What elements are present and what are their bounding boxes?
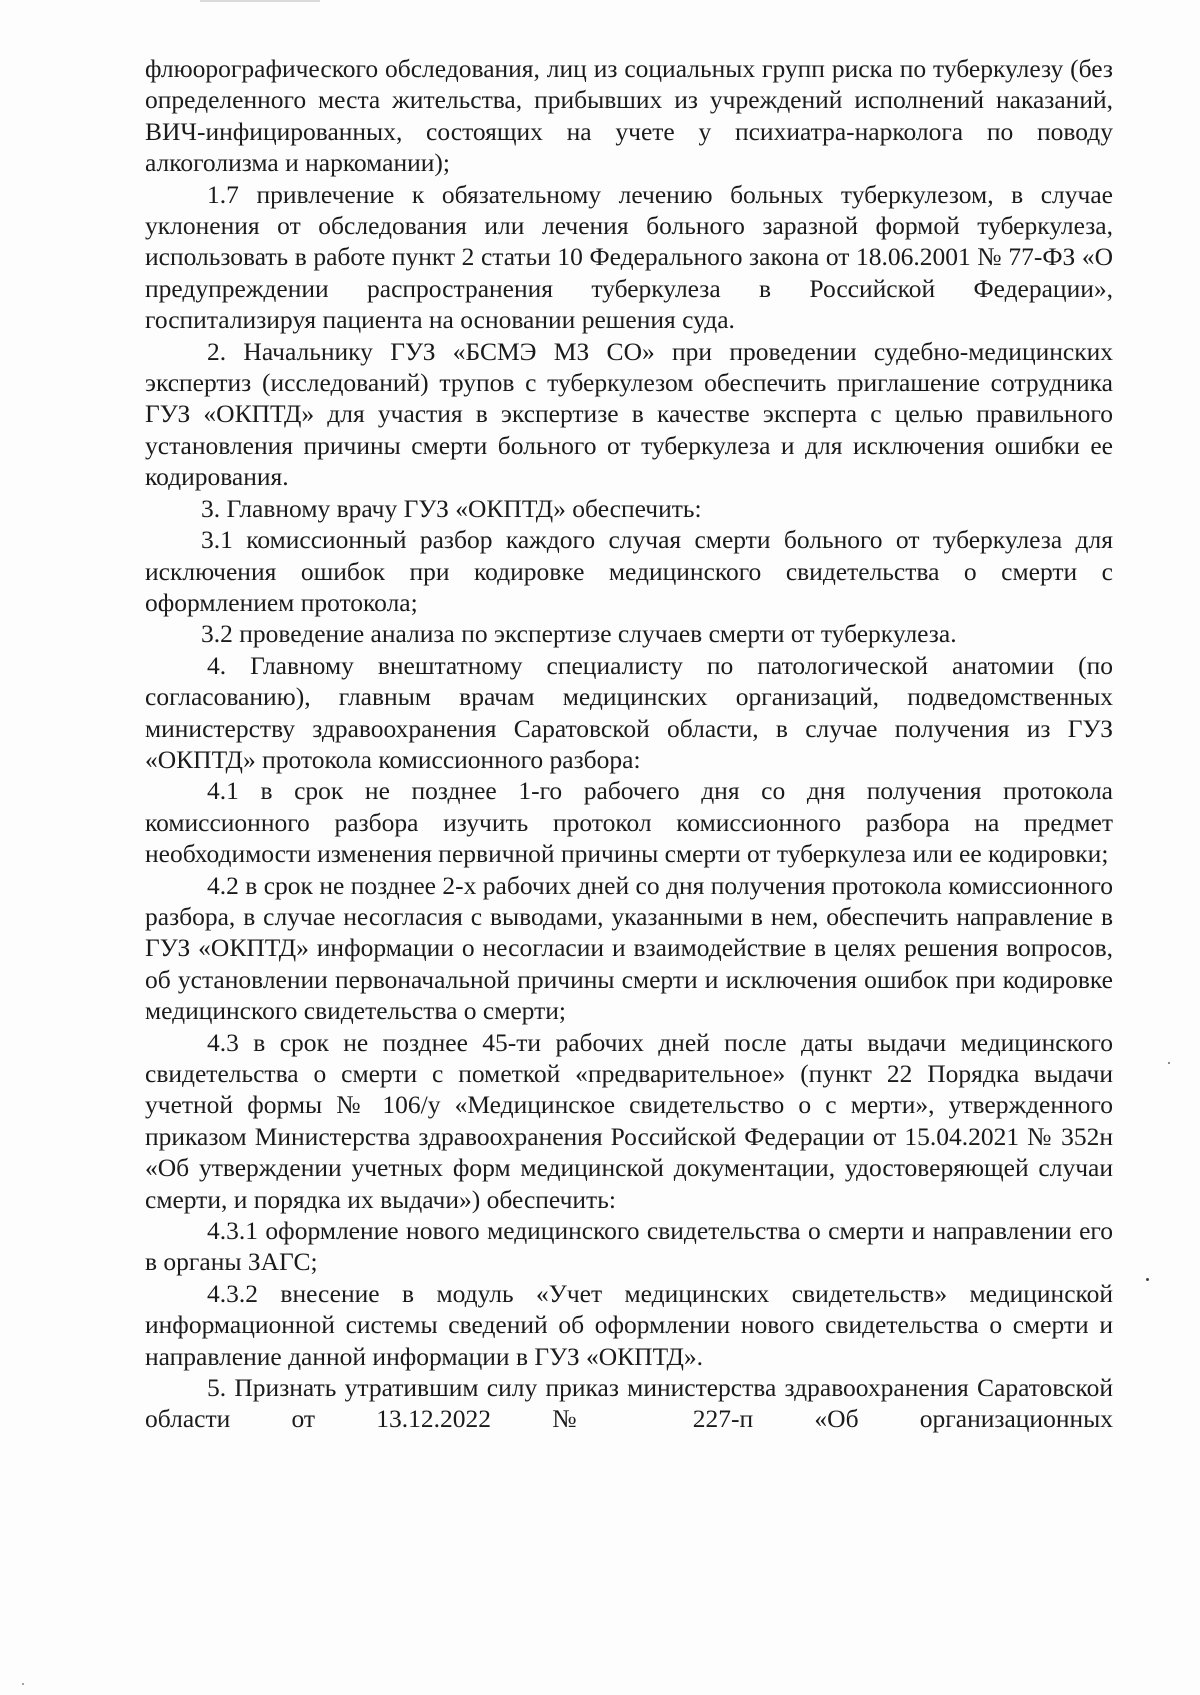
paragraph-continuation: флюорографического обследования, лиц из социальных групп риска по туберкулезу (без определенного места жительства, прибывших из учреждений исполнений наказаний, ВИЧ-инфицированных, состоящих на учете у психиатра-нарколога по поводу алкоголизма и наркомании); [145,54,1113,178]
paragraph-4: 4. Главному внештатному специалисту по патологической анатомии (по согласованию), главным врачам медицинских организаций, подведомственных министерству здравоохранения Саратовской области, в случае получения из ГУЗ «ОКПТД» протокола комиссионного разбора: [145,650,1113,774]
paragraph-3-1: 3.1 комиссионный разбор каждого случая смерти больного от туберкулеза для исключения ошибок при кодировке медицинского свидетельства о смерти с оформлением протокола; [145,525,1113,617]
paragraph-1-7: 1.7 привлечение к обязательному лечению больных туберкулезом, в случае уклонения от обследования или лечения больного заразной формой туберкулеза, использовать в работе пункт 2 статьи 10 Федерального закона от 18.06.2001 № 77-ФЗ «О предупреждении распространения туберкулеза в Российской Федерации», госпитализируя пациента на основании решения суда. [145,179,1113,335]
document-body [145,53,1113,1435]
paragraph-4-3: 4.3 в срок не позднее 45-ти рабочих дней после даты выдачи медицинского свидетельства о смерти с пометкой «предварительное» (пункт 22 Порядка выдачи учетной формы № 106/у «Медицинское свидетельство о с мерти», утвержденного приказом Министерства здравоохранения Российской Федерации от 15.04.2021 № 352н «Об утверждении учетных форм медицинской документации, удостоверяющей случаи смерти, и порядка их выдачи») обеспечить: [145,1027,1113,1214]
paragraph-4-1: 4.1 в срок не позднее 1-го рабочего дня со дня получения протокола комиссионного разбора изучить протокол комиссионного разбора на предмет необходимости изменения первичной причины смерти от туберкулеза или ее кодировки; [145,776,1113,869]
scan-artifact [22,1683,24,1685]
paragraph-3: 3. Главному врачу ГУЗ «ОКПТД» обеспечить: [201,493,702,523]
paragraph-4-3-2: 4.3.2 внесение в модуль «Учет медицинских свидетельств» медицинской информационной системы сведений об оформлении нового свидетельства о смерти и направление данной информации в ГУЗ «ОКПТД». [145,1278,1113,1371]
scan-artifact [1168,1062,1170,1064]
scan-artifact [200,0,320,2]
scan-artifact [1146,1278,1149,1281]
paragraph-4-2: 4.2 в срок не позднее 2-х рабочих дней со дня получения протокола комиссионного разбора, в случае несогласия с выводами, указанными в нем, обеспечить направление в ГУЗ «ОКПТД» информации о несогласии и взаимодействие в целях решения вопросов, об установлении первоначальной причины смерти и исключения ошибок при кодировке медицинского свидетельства о смерти; [145,870,1113,1026]
paragraph-2: 2. Начальнику ГУЗ «БСМЭ МЗ СО» при проведении судебно-медицинских экспертиз (исследований) трупов с туберкулезом обеспечить приглашение сотрудника ГУЗ «ОКПТД» для участия в экспертизе в качестве эксперта с целью правильного установления причины смерти больного от туберкулеза и для исключения ошибки ее кодирования. [145,336,1113,492]
paragraph-4-3-1: 4.3.1 оформление нового медицинского свидетельства о смерти и направлении его в органы ЗАГС; [145,1216,1113,1277]
paragraph-3-2: 3.2 проведение анализа по экспертизе случаев смерти от туберкулеза. [201,619,957,649]
paragraph-5: 5. Признать утратившим силу приказ министерства здравоохранения Саратовской области от 13.12.2022 № 227-п «Об организационных [145,1373,1113,1434]
